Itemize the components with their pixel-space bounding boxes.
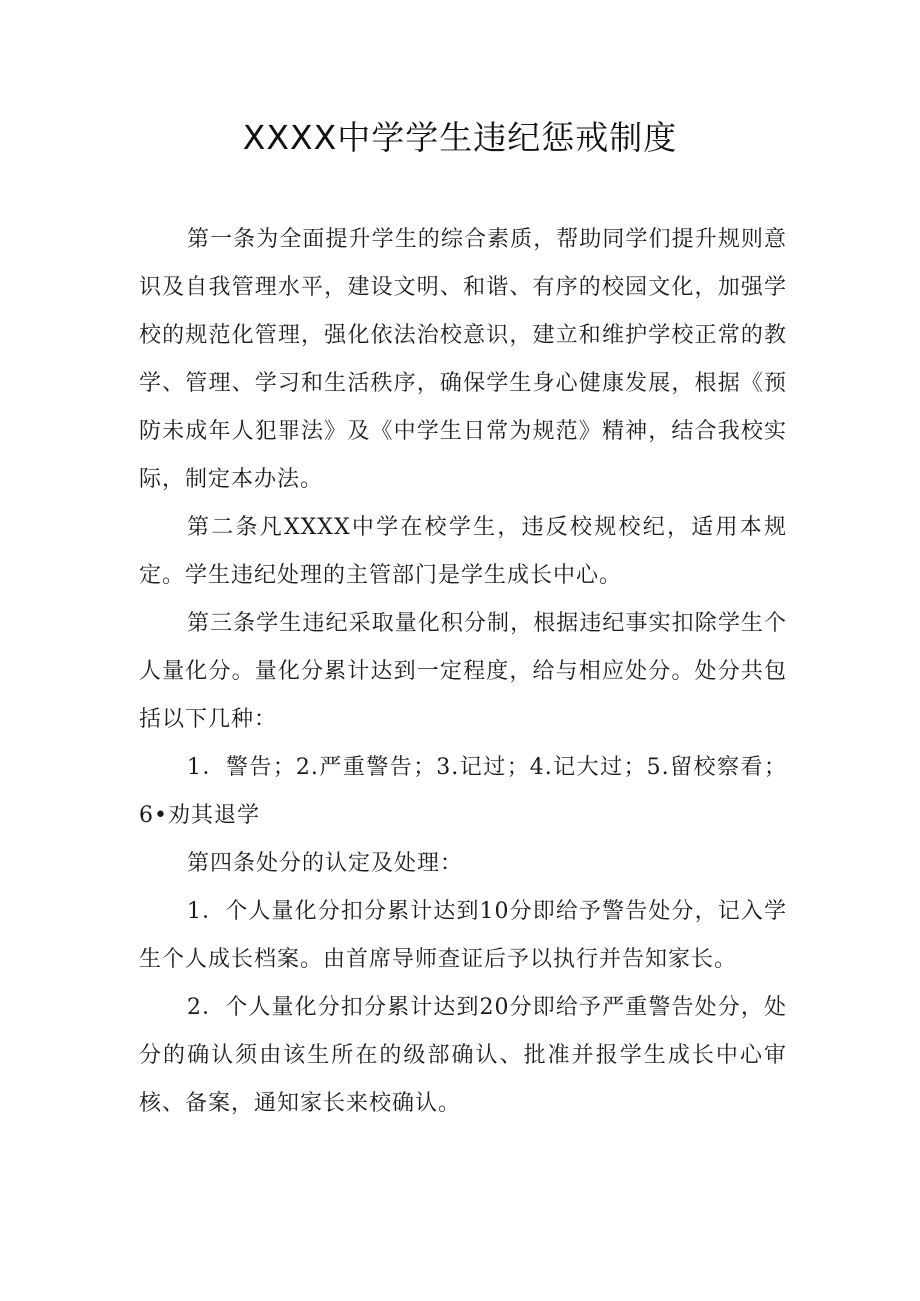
penalty-types-list: 1．警告；2.严重警告；3.记过；4.记大过；5.留校察看；6•劝其退学 [139,755,787,828]
article-4-item-1: 1．个人量化分扣分累计达到10分即给予警告处分，记入学生个人成长档案。由首席导师查证后予以执行并告知家长。 [139,899,787,972]
article-1-paragraph: 第一条为全面提升学生的综合素质，帮助同学们提升规则意识及自我管理水平，建设文明、和谐、有序的校园文化，加强学校的规范化管理，强化依法治校意识，建立和维护学校正常的教学、管理、学习和生活秩序，确保学生身心健康发展，根据《预防未成年人犯罪法》及《中学生日常为规范》精神，结合我校实际，制定本办法。 [139,227,787,492]
article-2-paragraph: 第二条凡XXXX中学在校学生，违反校规校纪，适用本规定。学生违纪处理的主管部门是学生成长中心。 [139,515,787,588]
article-3-paragraph: 第三条学生违纪采取量化积分制，根据违纪事实扣除学生个人量化分。量化分累计达到一定程度，给与相应处分。处分共包括以下几种： [139,611,787,732]
document-body [139,216,787,1128]
document-title: XXXX中学学生违纪惩戒制度 [242,118,678,157]
article-4-heading: 第四条处分的认定及处理： [187,851,464,876]
article-4-item-2: 2．个人量化分扣分累计达到20分即给予严重警告处分，处分的确认须由该生所在的级部确认、批准并报学生成长中心审核、备案，通知家长来校确认。 [139,995,787,1116]
